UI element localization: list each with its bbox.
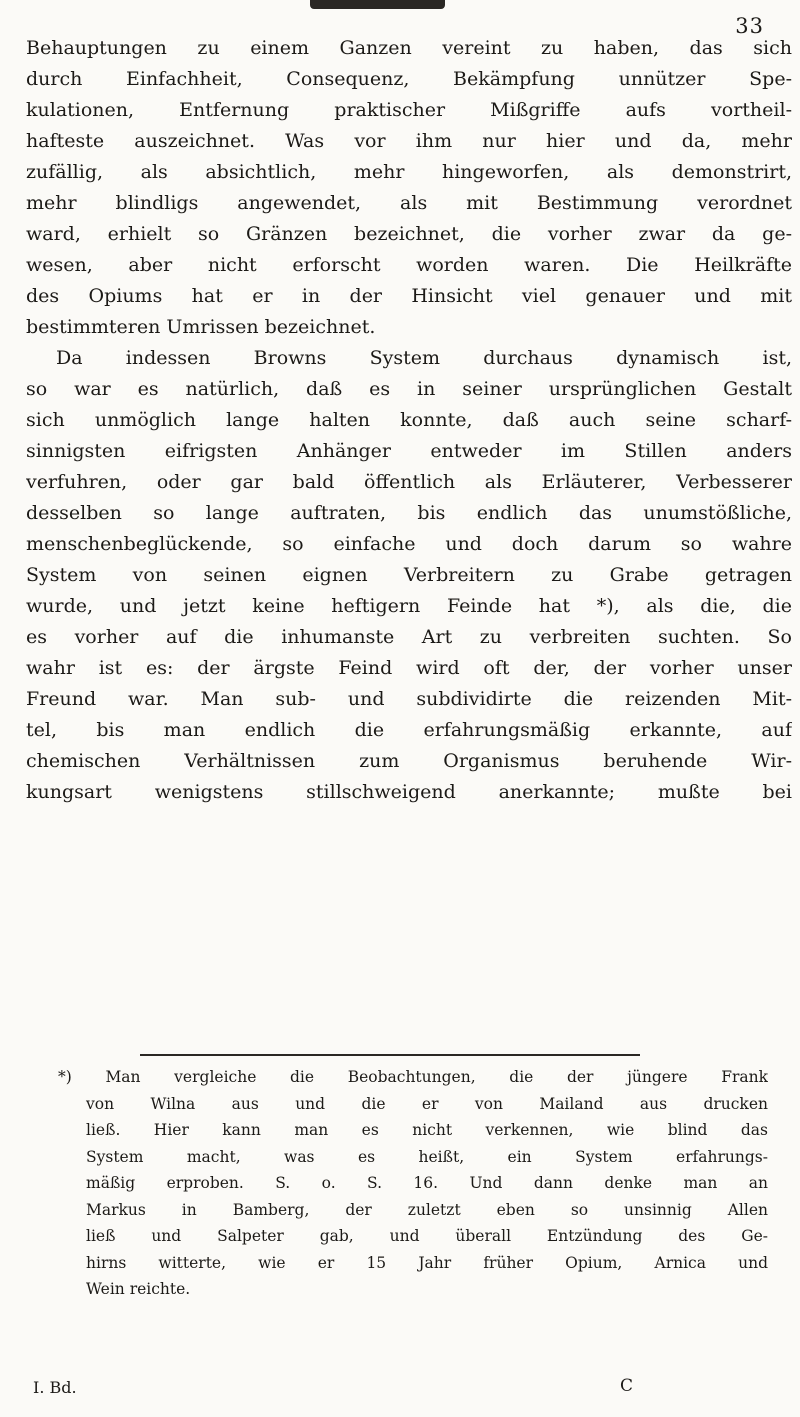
- text-line: es vorher auf die inhumanste Art zu verbreiten suchten. So: [26, 626, 792, 648]
- footnote-block: [58, 1064, 768, 1303]
- text-line: des Opiums hat er in der Hinsicht viel genauer und mit: [26, 285, 792, 307]
- text-line: wesen, aber nicht erforscht worden waren. Die Heilkräfte: [26, 254, 792, 276]
- signature-mark: I. Bd.: [33, 1378, 77, 1397]
- text-line: Da indessen Browns System durchaus dynamisch ist,: [56, 347, 792, 369]
- text-line: kungsart wenigstens stillschweigend anerkannte; mußte bei: [26, 781, 792, 803]
- text-line: durch Einfachheit, Consequenz, Bekämpfung unnützer Spe-: [26, 68, 792, 90]
- text-line: verfuhren, oder gar bald öffentlich als Erläuterer, Verbesserer: [26, 471, 792, 493]
- top-edge-shadow: [310, 0, 445, 9]
- footnote-line: mäßig erproben. S. o. S. 16. Und dann denke man an: [86, 1174, 768, 1192]
- footnote-line: Markus in Bamberg, der zuletzt eben so unsinnig Allen: [86, 1200, 768, 1219]
- text-line: wahr ist es: der ärgste Feind wird oft der, der vorher unser: [26, 657, 792, 679]
- footnote-line: hirns witterte, wie er 15 Jahr früher Opium, Arnica und: [86, 1253, 768, 1272]
- text-line: hafteste auszeichnet. Was vor ihm nur hier und da, mehr: [26, 130, 792, 152]
- text-line: wurde, und jetzt keine heftigern Feinde hat *), als die, die: [26, 595, 792, 617]
- text-line: ward, erhielt so Gränzen bezeichnet, die vorher zwar da ge-: [26, 223, 792, 245]
- main-text-block: [26, 33, 792, 808]
- footnote-separator: [140, 1054, 640, 1056]
- footnote-line: System macht, was es heißt, ein System erfahrungs-: [86, 1147, 768, 1166]
- footnote-line: ließ und Salpeter gab, und überall Entzündung des Ge-: [86, 1227, 768, 1245]
- text-line: tel, bis man endlich die erfahrungsmäßig erkannte, auf: [26, 719, 792, 741]
- footnote-line: ließ. Hier kann man es nicht verkennen, wie blind das: [86, 1121, 768, 1139]
- text-line: bestimmteren Umrissen bezeichnet.: [26, 316, 376, 338]
- text-line: mehr blindligs angewendet, als mit Bestimmung verordnet: [26, 192, 792, 214]
- text-line: so war es natürlich, daß es in seiner ursprünglichen Gestalt: [26, 378, 792, 400]
- text-line: zufällig, als absichtlich, mehr hingeworfen, als demonstrirt,: [26, 161, 792, 183]
- text-line: desselben so lange auftraten, bis endlich das unumstößliche,: [26, 502, 792, 524]
- text-line: sinnigsten eifrigsten Anhänger entweder im Stillen anders: [26, 440, 792, 462]
- text-line: System von seinen eignen Verbreitern zu Grabe getragen: [26, 564, 792, 586]
- footnote-line: von Wilna aus und die er von Mailand aus drucken: [86, 1094, 768, 1113]
- text-line: sich unmöglich lange halten konnte, daß auch seine scharf-: [26, 409, 792, 431]
- catchword: C: [620, 1376, 634, 1396]
- text-line: kulationen, Entfernung praktischer Mißgriffe aufs vortheil-: [26, 99, 792, 121]
- text-line: chemischen Verhältnissen zum Organismus beruhende Wir-: [26, 750, 792, 772]
- footnote-line: *) Man vergleiche die Beobachtungen, die der jüngere Frank: [58, 1068, 768, 1086]
- page-number: 33: [735, 14, 764, 38]
- footnote-line: Wein reichte.: [86, 1280, 191, 1298]
- text-line: Freund war. Man sub- und subdividirte die reizenden Mit-: [26, 688, 792, 710]
- text-line: Behauptungen zu einem Ganzen vereint zu haben, das sich: [26, 37, 792, 59]
- text-line: menschenbeglückende, so einfache und doch darum so wahre: [26, 533, 792, 555]
